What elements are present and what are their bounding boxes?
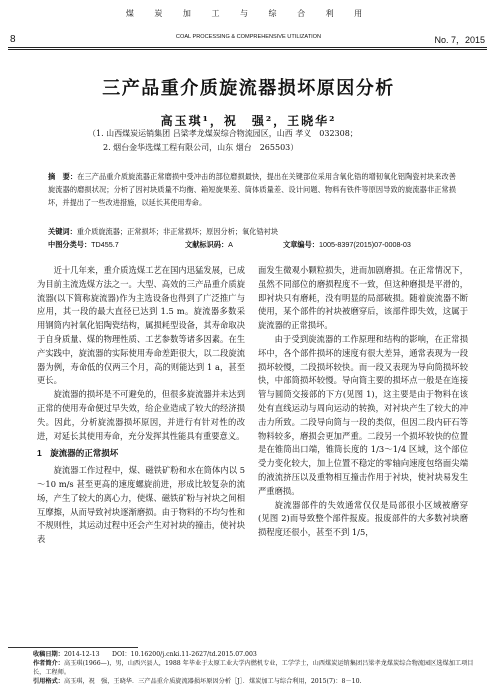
article-title: 三产品重介质旋流器损坏原因分析: [102, 78, 395, 99]
header-rule-bottom: [8, 49, 487, 50]
keywords: [48, 226, 456, 237]
article-authors: 高玉琪¹，祝 强²，王晓华²: [160, 114, 337, 128]
affiliation-2: 2. 烟台金华选煤工程有限公司，山东 烟台 265503）: [103, 143, 299, 152]
abstract-label: 摘 要：: [48, 172, 78, 181]
citation: 引用格式：高玉琪，祝 强，王晓华．三产品重介质旋流器损坏原因分析［J］．煤炭加工与综合利用，2015(7)：8－10.: [33, 678, 362, 685]
keywords-text: 重介质旋流器；正常损坏；非正常损坏；原因分析；氧化锆衬块: [76, 227, 279, 236]
paragraph: 近十几年来，重介质选煤工艺在国内迅猛发展，已成为目前主流选煤方法之一。大型、高效的三产品重介质旋流器(以下简称旋流器)作为主选设备也得到了广泛推广与应用，其一段的最大直径已达到 1.5 m。旋流器多数采用钢筒内衬氧化铝陶瓷结构，属损耗型设备，其寿命取决于自身质量、煤的物理性质、工艺参数等诸多因素。在生产实践中，旋流器的实际使用寿命差距很大，以二段旋流器为例，寿命低的仅两三个月，高的则能达到 1 a，甚至更长。: [37, 265, 245, 386]
paragraph: 旋流器工作过程中，煤、磁铁矿粉和水在筒体内以 5～10 m/s 甚至更高的速度螺旋前进，形成比较复杂的流场，产生了较大的离心力，使煤、磁铁矿粉与衬块之间相互摩擦，从而导致衬块逐渐磨损。由于物料的不均匀性和不规则性，其运动过程中还会产生对衬块的撞击，使衬块表: [37, 465, 245, 545]
page-number: 8: [10, 34, 16, 45]
article-number: 文章编号：1005-8397(2015)07-0008-03: [283, 240, 411, 249]
affiliation-1: （1. 山西煤炭运销集团 吕梁孝龙煤炭综合物流园区，山西 孝义 032308；: [88, 129, 358, 138]
paragraph: 旋流器部件的失效通常仅仅是局部很小区域被磨穿(见图 2)而导致整个部件报废。报废部件的大多数衬块磨损程度还很小，甚至不到 1/5，: [258, 499, 468, 538]
author-bio: 作者简介：高玉琪(1966—)，男，山西兴县人，1988 年毕业于太原工业大学内燃机专业，工学学士，山西煤炭运销集团吕梁孝龙煤炭综合物流园区选煤加工项目长，工程师。: [33, 660, 474, 676]
body-column-right: [258, 264, 468, 540]
paragraph: 面发生微观小颗粒损失，进而加剧磨损。在正常情况下，虽然不同部位的磨损程度不一致，但这种磨损是平滑的，即衬块只有磨耗，没有明显的局部破损。随着旋流器不断使用，某个部件的衬块被磨穿后，该部件即失效，这属于旋流器的正常损坏。: [258, 265, 468, 331]
issue-number: No. 7，2015: [434, 35, 485, 45]
paragraph: 旋流器的损坏是不可避免的，但很多旋流器并未达到正常的使用寿命便过早失效，给企业造成了较大的经济损失。因此，分析旋流器损坏原因，并进行有针对性的改进，对延长其使用寿命，充分发挥其性能具有重要意义。: [37, 389, 245, 441]
paragraph: 由于受到旋流器的工作原理和结构的影响，在正常损坏中，各个部件损坏的速度有很大差异，通常表现为一段损坏较慢，二段损坏较快。而一段又表现为导向筒损坏较快，中部筒损坏较慢。导向筒主要的损坏点一般是在连接管与圆筒交接部的下方(见图 1)，这主要是由于物料在该处有直线运动与周向运动的转换，对衬块产生了较大的冲击力所致。二段导向筒与一段的类似，但因二段内矸石等物料较多，磨损会更加严重。二段另一个损坏较快的位置是在锥筒出口端，锥筒长度的 1/3～1/4 区域，这个部位受力变化较大，加上位置不稳定的零轴向速度包络面尖端的液流挤压以及重物相互撞击作用于衬块，使衬块易发生严重磨损。: [258, 333, 468, 496]
section-heading: 1 旋流器的正常损坏: [37, 448, 119, 459]
clc-number: 中图分类号：TD455.7: [48, 240, 119, 249]
header-rule-top: [8, 47, 487, 48]
document-code: 文献标识码：A: [185, 240, 233, 249]
received-date: 收稿日期：2014-12-13 DOI：10.16200/j.cnki.11-2627/td.2015.07.003: [33, 651, 257, 658]
body-column-left: [37, 264, 245, 547]
keywords-label: 关键词：: [48, 227, 77, 236]
journal-name-en: COAL PROCESSING & COMPREHENSIVE UTILIZATION: [175, 34, 322, 40]
abstract-text: 在三产品重介质旋流器正常磨损中受冲击的部位磨损最快，提出在关键部位采用含氧化锆的增韧氧化铝陶瓷衬块来改善旋流器的磨损状况；分析了因衬块质量不均衡、箱短旋果差、筒体质量差、设计问题、物料有铁件等原因导致的旋流器非正常损坏，并提出了一些改进措施，以延长其使用寿命。: [48, 172, 456, 208]
journal-name-cn: 煤 炭 加 工 与 综 合 利 用: [125, 9, 372, 18]
footnote-rule: [8, 647, 138, 648]
abstract: [48, 170, 456, 210]
